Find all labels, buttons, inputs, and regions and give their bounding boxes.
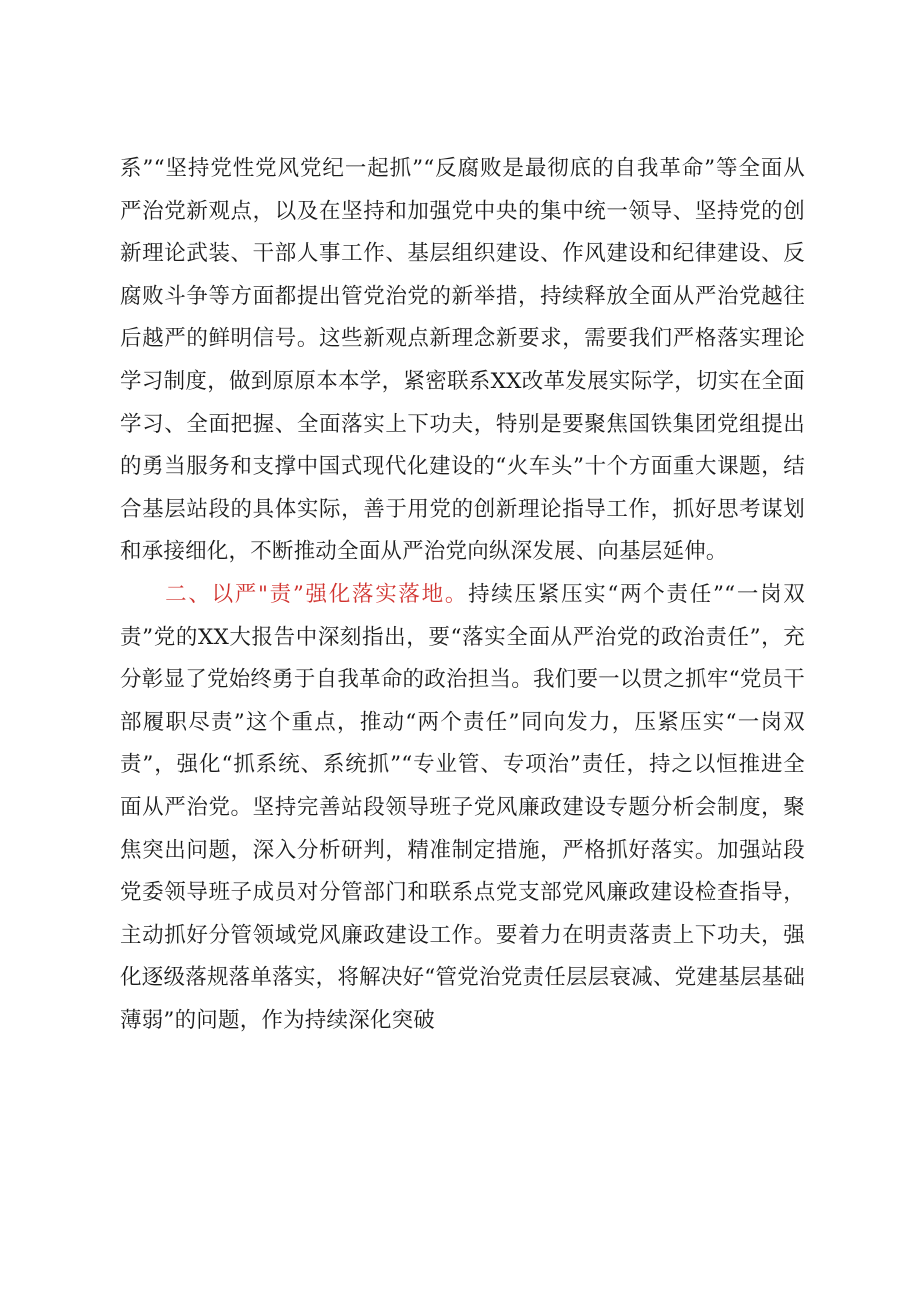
section-heading: 二、以严"责”强化落实落地。 — [165, 581, 469, 607]
paragraph-body: 系”“坚持党性党风党纪一起抓”“反腐败是最彻底的自我革命”等全面从严治党新观点，以及在坚持和加强党中央的集中统一领导、坚持党的创新理论武装、干部人事工作、基层组织建设、作风建设和纪律建设、反腐败斗争等方面都提出管党治党的新举措，持续释放全面从严治党越往后越严的鲜明信号。这些新观点新理念新要求，需要我们严格落实理论学习制度，做到原原本本学，紧密联系XX改革发展实际学，切实在全面学习、全面把握、全面落实上下功夫，特别是要聚焦国铁集团党组提出的勇当服务和支撑中国式现代化建设的“火车头”十个方面重大课题，结合基层站段的具体实际，善于用党的创新理论指导工作，抓好思考谋划和承接细化，不断推动全面从严治党向纵深发展、向基层延伸。 — [120, 156, 805, 565]
paragraph-section-two — [120, 574, 805, 1043]
document-page — [120, 148, 805, 1042]
paragraph-body: 持续压紧压实“两个责任”“一岗双责”党的XX大报告中深刻指出，要“落实全面从严治党的政治责任”，充分彰显了党始终勇于自我革命的政治担当。我们要一以贯之抓牢“党员干部履职尽责”这个重点，推动“两个责任”同向发力，压紧压实“一岗双责”，强化“抓系统、系统抓”“专业管、专项治”责任，持之以恒推进全面从严治党。坚持完善站段领导班子党风廉政建设专题分析会制度，聚焦突出问题，深入分析研判，精准制定措施，严格抓好落实。加强站段党委领导班子成员对分管部门和联系点党支部党风廉政建设检查指导，主动抓好分管领域党风廉政建设工作。要着力在明责落责上下功夫，强化逐级落规落单落实，将解决好“管党治党责任层层衰减、党建基层基础薄弱”的问题，作为持续深化突破 — [120, 581, 805, 1033]
paragraph-continuation — [120, 148, 805, 574]
